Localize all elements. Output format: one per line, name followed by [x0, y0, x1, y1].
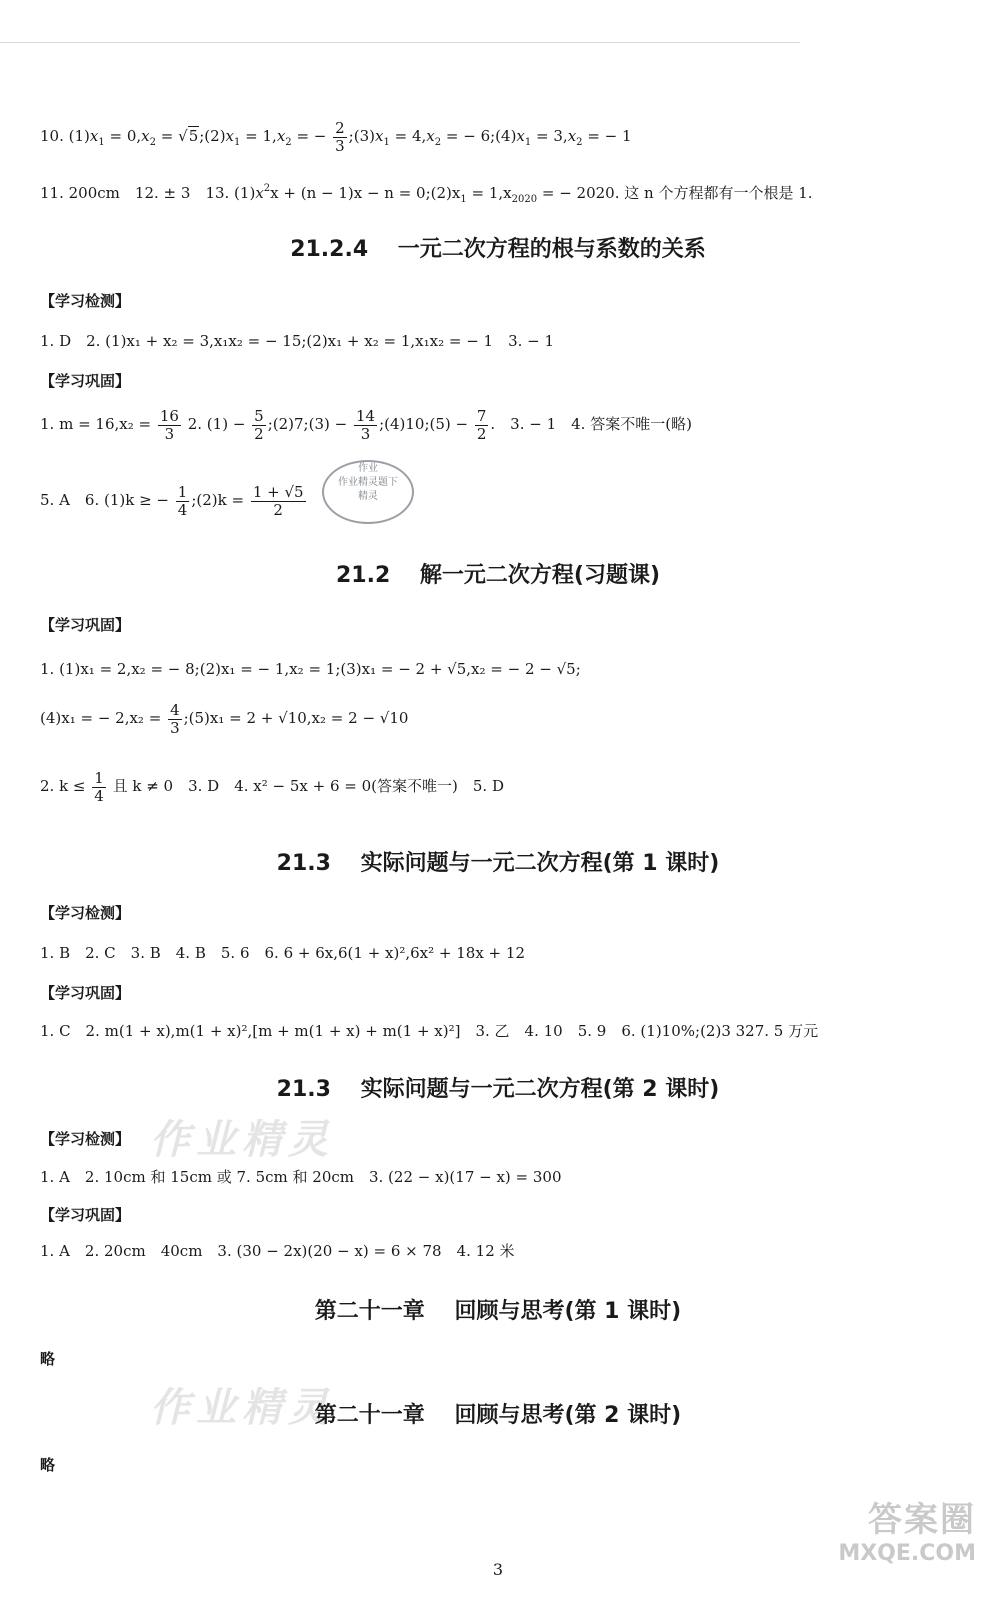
page-number: 3: [492, 1560, 504, 1579]
watermark-text: 作业精灵: [150, 1385, 334, 1431]
answer-line: 1. (1)x₁ = 2,x₂ = − 8;(2)x₁ = − 1,x₂ = 1;(3)x₁ = − 2 + √5,x₂ = − 2 − √5;: [40, 660, 581, 678]
answer-line: 1. m = 16,x₂ = $\frac{16}{3}$ 2. (1) − $\frac{5}{2}$ ;(2)7;(3) − $\frac{14}{3}$ ;(4)10;(5) − $\frac{7}{2}$ . 3. − 1 4. 答案不唯一(略): [40, 407, 692, 443]
label-learning-check: 【学习检测】: [40, 904, 131, 922]
section-title-review-lesson2: 第二十一章 回顾与思考(第 2 课时): [314, 1403, 682, 1428]
label-learning-consolidate: 【学习巩固】: [40, 984, 131, 1002]
top-rule: [0, 42, 800, 43]
label-learning-consolidate: 【学习巩固】: [40, 372, 131, 390]
answer-line-q10: 10. $(1)x_1 = 0,x_2$ = $√5;(2)x_1 = 1,x_2$ = − $\frac{2}{3}$ $;(3)x_1 = 4,x_2$ = − $6;(4)x_1 = 3,x_2$ = − 1: [40, 119, 632, 155]
answer-omitted: 略: [40, 1350, 56, 1368]
answer-line: 2. k ≤ $\frac{1}{4}$ 且 k ≠ 0 3. D 4. x² − 5x + 6 = 0(答案不唯一) 5. D: [40, 769, 504, 805]
section-title-21-3-lesson2: 21.3 实际问题与一元二次方程(第 2 课时): [276, 1077, 720, 1102]
section-title-21-3-lesson1: 21.3 实际问题与一元二次方程(第 1 课时): [276, 851, 720, 876]
label-learning-consolidate: 【学习巩固】: [40, 1206, 131, 1224]
fraction: $\frac{2}{3}$: [335, 119, 345, 155]
section-title-review-lesson1: 第二十一章 回顾与思考(第 1 课时): [314, 1299, 682, 1324]
label-learning-check: 【学习检测】: [40, 292, 131, 310]
section-title-21-2: 21.2 解一元二次方程(习题课): [335, 563, 661, 588]
answer-line: 1. C 2. m(1 + x),m(1 + x)²,[m + m(1 + x) + m(1 + x)²] 3. 乙 4. 10 5. 9 6. (1)10%;(2)3 327. 5 万元: [40, 1022, 819, 1040]
answer-line: (4)x₁ = − 2,x₂ = $\frac{4}{3}$ ;(5)x₁ = 2 + √10,x₂ = 2 − √10: [40, 701, 409, 737]
answer-line: 5. A 6. (1)k ≥ − $\frac{1}{4}$ ;(2)k = $\frac{1 + √5}{2}$: [40, 483, 304, 519]
answer-line: 1. A 2. 10cm 和 15cm 或 7. 5cm 和 20cm 3. (22 − x)(17 − x) = 300: [40, 1168, 562, 1186]
section-title-21-2-4: 21.2.4 一元二次方程的根与系数的关系: [290, 237, 706, 262]
watermark-text: 作业精灵: [150, 1117, 334, 1163]
answer-line: 1. B 2. C 3. B 4. B 5. 6 6. 6 + 6x,6(1 + x)²,6x² + 18x + 12: [40, 944, 525, 962]
label-learning-consolidate: 【学习巩固】: [40, 616, 131, 634]
label-learning-check: 【学习检测】: [40, 1130, 131, 1148]
answer-line-q11-13: 11. 200cm 12. ± 3 13. $(1)x^2x + (n - 1)x - n$ = $0;(2)x_1 = 1,x_{2020}$ = − 2020. 这 n 个方程都有一个根是 1.: [40, 183, 813, 205]
watermark-stamp: 作业 作业精灵题下 精灵: [322, 460, 414, 524]
answer-line: 1. D 2. (1)x₁ + x₂ = 3,x₁x₂ = − 15;(2)x₁ + x₂ = 1,x₁x₂ = − 1 3. − 1: [40, 332, 555, 350]
answer-line: 1. A 2. 20cm 40cm 3. (30 − 2x)(20 − x) = 6 × 78 4. 12 米: [40, 1242, 515, 1260]
site-logo: 答案圈 MXQE.COM: [838, 1500, 976, 1566]
answer-omitted: 略: [40, 1456, 56, 1474]
